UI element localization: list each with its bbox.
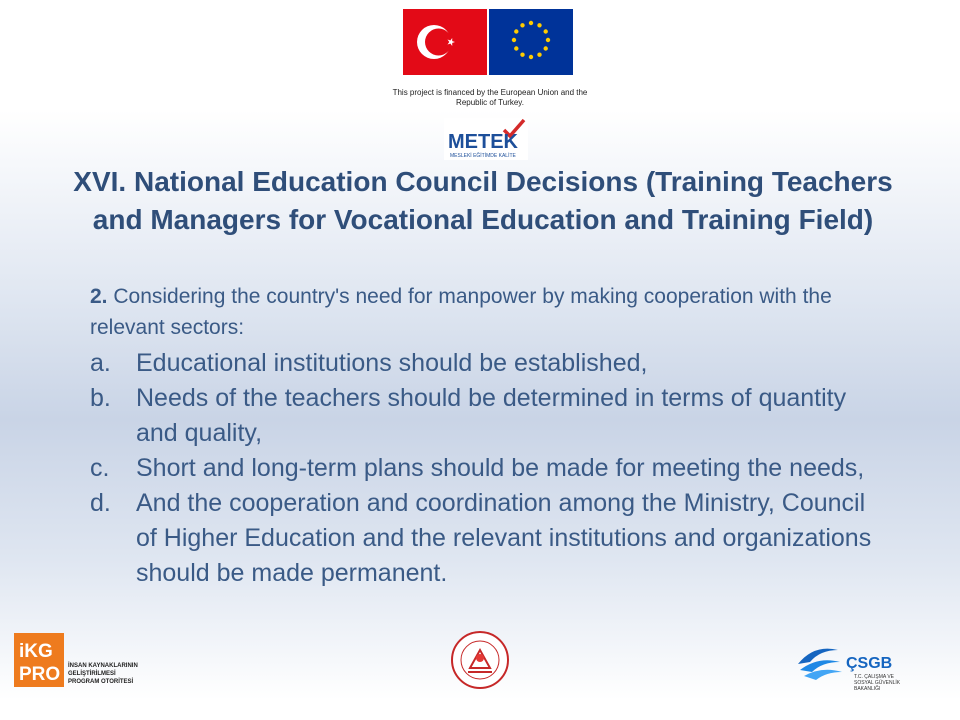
list-item <box>90 486 880 591</box>
ikg-caption-line: PROGRAM OTORİTESİ <box>68 679 134 685</box>
list-item <box>90 451 880 486</box>
ikg-logo-text: iKG <box>19 641 53 662</box>
metek-logo-text: METEK <box>448 131 518 153</box>
turkey-eu-flags-icon <box>400 4 576 84</box>
csgb-logo-text: ÇSGB <box>846 655 893 672</box>
list-marker: a. <box>90 349 111 377</box>
list-item <box>90 381 880 451</box>
intro-number: 2. <box>90 285 108 308</box>
csgb-caption-line: SOSYAL GÜVENLİK <box>854 680 901 686</box>
list-item <box>90 346 880 381</box>
list-item-text: Educational institutions should be established, <box>136 349 648 377</box>
list-item-text: Needs of the teachers should be determined in terms of quantity and quality, <box>136 384 847 447</box>
list-marker: d. <box>90 489 111 517</box>
csgb-caption-line: T.C. ÇALIŞMA VE <box>854 674 895 680</box>
ikg-caption-line: GELİŞTİRİLMESİ <box>68 671 116 677</box>
metek-logo-subtext: MESLEKİ EĞİTİMDE KALİTE <box>450 153 516 159</box>
csgb-caption-line: BAKANLIĞI <box>854 686 881 692</box>
slide-title: XVI. National Education Council Decisions (Training Teachers and Managers for Vocational Education and Training Field) <box>73 166 893 235</box>
metek-logo <box>444 118 528 160</box>
flags-logo <box>400 4 576 84</box>
meb-seal-logo <box>448 630 512 690</box>
ikg-pro-logo <box>14 633 142 689</box>
csgb-logo <box>790 636 920 694</box>
list-marker: b. <box>90 384 111 412</box>
list-marker: c. <box>90 454 110 482</box>
list-item-text: Short and long-term plans should be made for meeting the needs, <box>136 454 865 482</box>
intro-text: Considering the country's need for manpower by making cooperation with the relevant sectors: <box>90 285 832 339</box>
ikg-caption-line: İNSAN KAYNAKLARININ <box>68 663 138 669</box>
pro-logo-text: PRO <box>19 664 61 685</box>
decision-list <box>90 346 880 591</box>
list-item-text: And the cooperation and coordination among the Ministry, Council of Higher Education and the relevant institutions and organizations should be made permanent. <box>136 489 872 587</box>
intro-paragraph <box>90 281 890 343</box>
financing-note: This project is financed by the European Union and the Republic of Turkey. <box>392 88 588 107</box>
